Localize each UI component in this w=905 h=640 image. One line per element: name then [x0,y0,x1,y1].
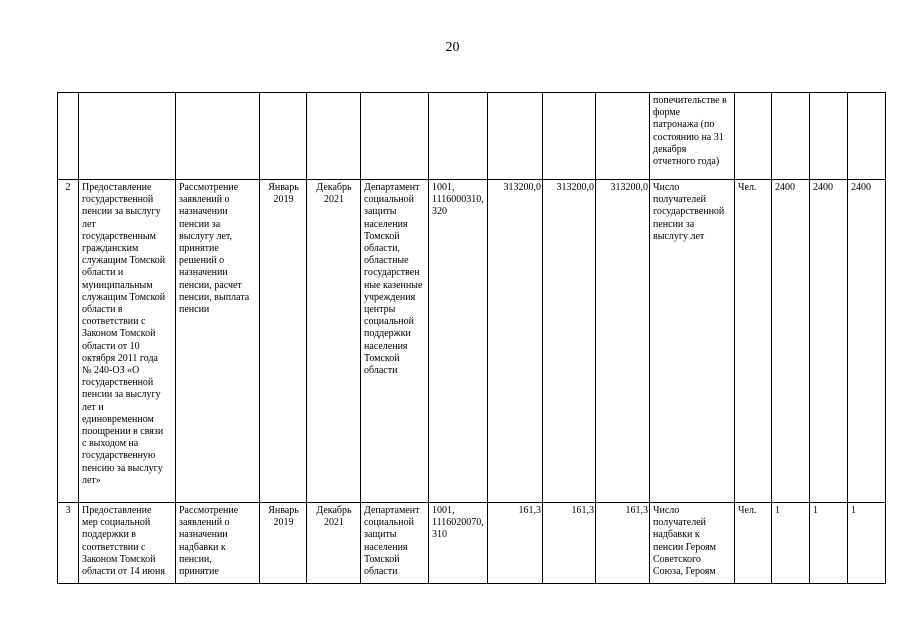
cell-amount-3: 313200,0 [596,180,650,503]
cell-amount-3 [596,93,650,180]
cell-budget-code: 1001, 1116020070, 310 [429,503,488,584]
cell-end-date: Декабрь 2021 [307,503,361,584]
cell-amount-3: 161,3 [596,503,650,584]
cell-measure [79,93,176,180]
cell-amount-2: 161,3 [543,503,596,584]
cell-content: Рассмотрение заявлений о назначении пенсии за выслугу лет, принятие решений о назначении пенсии, расчет пенсии, выплата пенсии [176,180,260,503]
cell-executor: Департамент социальной защиты населения Томской области, областные государствен ные казенные учреждения центры социальной поддержки населения Томской области [361,180,429,503]
cell-value-1: 1 [772,503,810,584]
cell-content [176,93,260,180]
cell-indicator: Число получателей надбавки к пенсии Героям Советского Союза, Героям [650,503,735,584]
cell-budget-code [429,93,488,180]
cell-indicator: Число получателей государственной пенсии за выслугу лет [650,180,735,503]
cell-measure: Предоставление государственной пенсии за выслугу лет государственным гражданским служащим Томской области и муниципальным служащим Томской области в соответствии с Законом Томской области от 10 октября 2011 года № 240-ОЗ «О государственной пенсии за выслугу лет и единовременном поощрении в связи с выходом на государственную пенсию за выслугу лет» [79,180,176,503]
cell-unit: Чел. [735,503,772,584]
cell-value-2: 1 [810,503,848,584]
cell-indicator: попечительстве в форме патронажа (по состоянию на 31 декабря отчетного года) [650,93,735,180]
cell-end-date [307,93,361,180]
cell-start-date [260,93,307,180]
cell-end-date: Декабрь 2021 [307,180,361,503]
cell-measure: Предоставление мер социальной поддержки в соответствии с Законом Томской области от 14 июня [79,503,176,584]
cell-amount-1: 161,3 [488,503,543,584]
cell-amount-2: 313200,0 [543,180,596,503]
cell-unit: Чел. [735,180,772,503]
cell-row-number: 2 [58,180,79,503]
cell-start-date: Январь 2019 [260,180,307,503]
cell-budget-code: 1001, 1116000310, 320 [429,180,488,503]
cell-value-3: 1 [848,503,886,584]
program-measures-table [57,92,886,584]
table-row [58,503,886,584]
cell-content: Рассмотрение заявлений о назначении надбавки к пенсии, принятие [176,503,260,584]
cell-row-number: 3 [58,503,79,584]
cell-value-1: 2400 [772,180,810,503]
cell-executor [361,93,429,180]
cell-value-1 [772,93,810,180]
table-row [58,93,886,180]
cell-unit [735,93,772,180]
cell-value-3 [848,93,886,180]
cell-amount-1 [488,93,543,180]
cell-start-date: Январь 2019 [260,503,307,584]
table-row [58,180,886,503]
cell-value-2 [810,93,848,180]
cell-value-3: 2400 [848,180,886,503]
cell-amount-1: 313200,0 [488,180,543,503]
page-number: 20 [445,40,460,55]
cell-value-2: 2400 [810,180,848,503]
cell-row-number [58,93,79,180]
cell-amount-2 [543,93,596,180]
cell-executor: Департамент социальной защиты населения Томской области [361,503,429,584]
